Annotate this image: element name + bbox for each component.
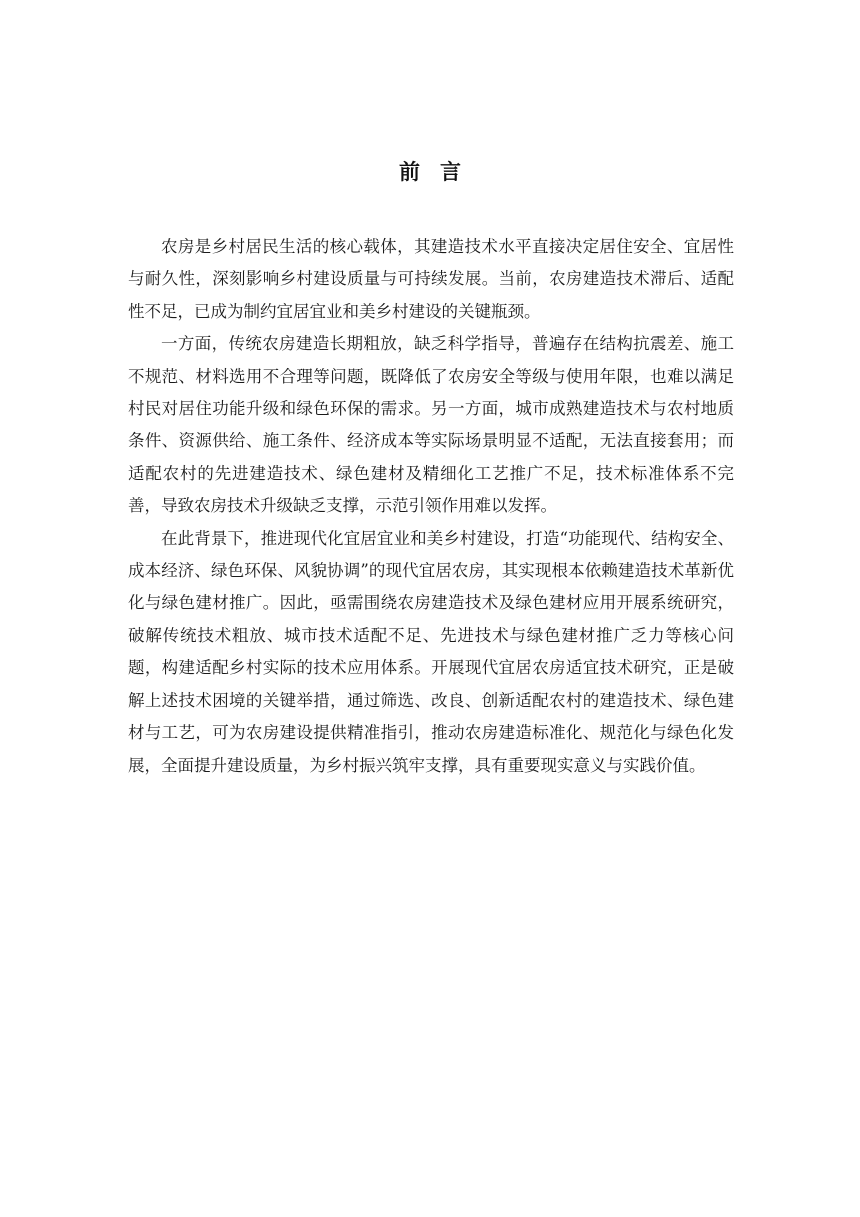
paragraph: 在此背景下，推进现代化宜居宜业和美乡村建设，打造“功能现代、结构安全、成本经济、绿色环保、风貌协调”的现代宜居农房，其实现根本依赖建造技术革新优化与绿色建材推广。因此，亟需围绕农房建造技术及绿色建材应用开展系统研究，破解传统技术粗放、城市技术适配不足、先进技术与绿色建材推广乏力等核心问题，构建适配乡村实际的技术应用体系。开展现代宜居农房适宜技术研究，正是破解上述技术困境的关键举措，通过筛选、改良、创新适配农村的建造技术、绿色建材与工艺，可为农房建设提供精准指引，推动农房建造标准化、规范化与绿色化发展，全面提升建设质量，为乡村振兴筑牢支撑，具有重要现实意义与实践价值。 <box>128 528 734 775</box>
page-title: 前言 <box>399 159 481 184</box>
body-text <box>128 231 734 782</box>
paragraph: 农房是乡村居民生活的核心载体，其建造技术水平直接决定居住安全、宜居性与耐久性，深刻影响乡村建设质量与可持续发展。当前，农房建造技术滞后、适配性不足，已成为制约宜居宜业和美乡村建设的关键瓶颈。 <box>128 237 734 321</box>
paragraph: 一方面，传统农房建造长期粗放，缺乏科学指导，普遍存在结构抗震差、施工不规范、材料选用不合理等问题，既降低了农房安全等级与使用年限，也难以满足村民对居住功能升级和绿色环保的需求。另一方面，城市成熟建造技术与农村地质条件、资源供给、施工条件、经济成本等实际场景明显不适配，无法直接套用；而适配农村的先进建造技术、绿色建材及精细化工艺推广不足，技术标准体系不完善，导致农房技术升级缺乏支撑，示范引领作用难以发挥。 <box>128 334 734 516</box>
